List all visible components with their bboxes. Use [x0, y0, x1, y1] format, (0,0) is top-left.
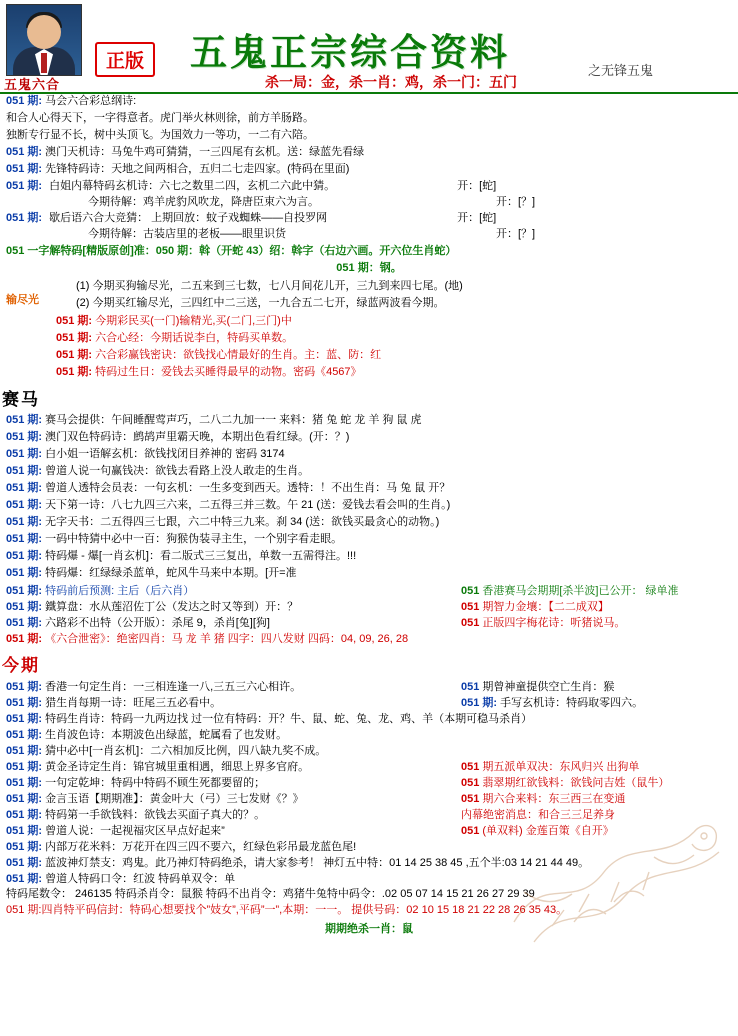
row-text: 翡翠期红欲钱料：欲钱问吉姓（鼠牛）	[482, 777, 670, 789]
list-item	[56, 364, 732, 380]
page-footer	[0, 886, 738, 936]
row-text: 独断专行显不长，树中头顶飞。为国效力一等功，一二有六陪。	[6, 129, 314, 141]
section-oneword	[0, 243, 738, 276]
qi-label: 051 期:	[6, 729, 43, 741]
row-text: 无字天书：二五得四三七跟，六二中特三九来。刹 34 (送：欲钱买最贪心的动物。)	[45, 516, 440, 528]
table-row	[6, 742, 732, 758]
qi-label: 051 期:	[6, 163, 43, 175]
row-text: 正版四字梅花诗：听猪说马。	[482, 617, 626, 629]
row-text: 内幕绝密消息：和合三三足养身	[461, 809, 615, 821]
list-item	[6, 565, 732, 581]
table-row	[6, 758, 732, 774]
qi-label: 051 期:	[6, 857, 43, 869]
list-item	[6, 412, 732, 428]
qi-label: 051	[461, 585, 480, 597]
table-row	[6, 210, 732, 226]
qi-label: 051 期:	[56, 315, 93, 327]
kai-result: 开：[？]	[496, 228, 536, 240]
list-item	[56, 330, 732, 346]
row-text: 猎生肖每期一诗：旺尾三五必看中。	[45, 697, 222, 709]
table-row	[6, 726, 732, 742]
table-row	[6, 774, 732, 790]
qi-label: 051 期:	[6, 745, 43, 757]
list-item	[6, 480, 732, 496]
qi-label: 051	[461, 601, 480, 613]
section-title-horse: 赛马	[2, 390, 40, 409]
list-item	[6, 93, 732, 109]
table-row	[6, 870, 732, 886]
table-row	[6, 598, 732, 614]
footer-line: 特码尾数令： 246135 特码杀肖令：鼠猴 特码不出肖令：鸡猪牛兔特中码令：.02 05 07 14 15 21 26 27 29 39	[6, 888, 535, 900]
kai-result: 开：[蛇]	[457, 180, 497, 192]
list-item	[56, 313, 732, 329]
list-item	[76, 295, 732, 311]
qi-label: 051 期:	[6, 825, 43, 837]
section-horse	[0, 412, 738, 581]
qi-label: 051 期:	[56, 332, 93, 344]
table-row	[6, 710, 732, 726]
qi-label: 051 期:	[6, 601, 43, 613]
section-red-tips	[0, 313, 738, 380]
qi-label: 051 期:	[6, 617, 43, 629]
qi-label: 051 期:	[6, 533, 43, 545]
row-text: 歇后语六合大竞猜： 上期回放：蚊子戏蜘蛛——自投罗网	[49, 212, 328, 224]
list-item	[6, 548, 732, 564]
qi-label: 051 期:	[6, 448, 43, 460]
row-text: 特码爆：红绿绿杀蓝单，蛇风牛马来中本期。[开=准	[45, 567, 297, 579]
row-text: 马会六合彩总纲诗:	[45, 95, 137, 107]
row-text: 曾道人特码口令：红波 特码单双令：单	[45, 873, 236, 885]
row-text: 今期待解：鸡羊虎豹风吹龙，降唐臣束六为言。	[88, 196, 319, 208]
row-text: 期曾神童提供空亡生肖：猴	[482, 681, 615, 693]
footer-last-line: 期期绝杀一肖：鼠	[325, 923, 413, 935]
row-text: 白姐内幕特码玄机诗：六七之数里二四，玄机二六此中猜。	[49, 180, 336, 192]
row-text: 期五派单双决：东风归兴 出狗单	[482, 761, 640, 773]
kai-result: 开：[？]	[496, 196, 536, 208]
row-text: 生肖波色诗：本期波色出绿蓝，蛇属看了也发财。	[45, 729, 288, 741]
qi-label: 051 期:	[6, 465, 43, 477]
row-text: 猜中必中[一肖玄机]：二六相加反比例，四八缺九奖不成。	[45, 745, 327, 757]
row-text: (1) 今期买狗输尽光，二五来到三七数，七八月间花儿开，三九到来四七尾。(地)	[76, 280, 463, 292]
table-row	[6, 822, 732, 838]
qi-label: 051 期:	[6, 212, 43, 224]
list-item	[6, 127, 732, 143]
qi-label: 051 期:	[6, 180, 43, 192]
qi-label: 051 期:	[6, 567, 43, 579]
qi-label: 051 期:	[6, 841, 43, 853]
qi-label: 051 期:	[6, 713, 43, 725]
qi-label: 051	[461, 793, 480, 805]
row-text: 今期彩民买(一门)输精光,买(二门,三门)中	[95, 315, 292, 327]
row-text: 六合彩赢钱密诀：欲钱找心情最好的生肖。主：蓝、防：红	[95, 349, 382, 361]
qi-label: 051	[461, 825, 480, 837]
row-text: 051 期：钢。	[336, 262, 402, 274]
list-item	[6, 161, 732, 177]
list-item	[6, 463, 732, 479]
header-divider	[0, 92, 738, 94]
row-text: 澳门天机诗：马兔牛鸡可猜猜，一三四尾有玄机。送：绿蓝先看绿	[45, 146, 365, 158]
qi-label: 051 期:	[6, 777, 43, 789]
row-text: (单双料) 金莲百策《自开》	[482, 825, 614, 837]
table-row	[6, 226, 732, 242]
list-item	[56, 347, 732, 363]
portrait-photo	[6, 4, 82, 76]
row-text: 鐵算盘：水从莲沼佐丁公（发达之时又等到）开：？	[45, 601, 299, 613]
table-row	[6, 790, 732, 806]
section-title-current: 今期	[2, 656, 40, 675]
list-item	[6, 497, 732, 513]
qi-label: 051 期:	[461, 697, 498, 709]
row-text: 特码生肖诗：特码一九两边找 过一位有特码：开？牛、鼠、蛇、兔、龙、鸡、羊（本期可稳马杀肖）	[45, 713, 533, 725]
qi-label: 051 期:	[56, 349, 93, 361]
zhengban-badge: 正版	[95, 42, 155, 77]
qi-label: 051 期:	[6, 697, 43, 709]
qi-label: 051 期:	[6, 146, 43, 158]
qi-label: 051 期:	[6, 633, 43, 645]
page-header	[0, 0, 738, 92]
qi-label: 051 期:	[6, 499, 43, 511]
qi-label: 051	[461, 761, 480, 773]
list-item	[6, 144, 732, 160]
qi-label: 051 期:	[6, 873, 43, 885]
row-text: (2) 今期买红输尽光，三四红中二三送，一九合五二七开，绿蓝两波看今期。	[76, 297, 445, 309]
qi-label: 051 期:	[6, 95, 43, 107]
row-text: 和合人心得天下，一字得意者。虎门举火林则徐，前方羊肠路。	[6, 112, 314, 124]
row-text: 特码第一手欲钱料：欲钱去买面子真大的？。	[45, 809, 266, 821]
row-text: 天下第一诗：八七九四三六来，二五得三并三数。午 21 (送：爱钱去看会叫的生肖。)	[45, 499, 451, 511]
row-text: 曾道人透特会员表：一句玄机：一生多变到西天。透特：！不出生肖：马 兔 鼠 开？	[45, 482, 451, 494]
oneword-line	[6, 243, 732, 259]
qi-label: 051 期:	[6, 585, 43, 597]
section-two-col	[0, 582, 738, 646]
row-text: 特码过生日：爱钱去买睡得最早的动物。密码《4567》	[95, 366, 362, 378]
qi-label: 051	[461, 777, 480, 789]
list-item	[76, 278, 732, 294]
footer-line: 051 期:四肖特平码信封：特码心想要找个”妓女”,平码”一”,本期：一一。 提供号码：02 10 15 18 21 22 28 26 35 43。	[6, 904, 568, 916]
oneword-answer	[6, 260, 732, 276]
section-current	[0, 678, 738, 886]
header-red-line: 杀一局：金，杀一肖：鸡，杀一门：五门	[265, 76, 517, 91]
row-text: 一句定乾坤：特码中特码不顾生死都要留的；	[45, 777, 266, 789]
qi-label: 051 期:	[6, 414, 43, 426]
table-row	[6, 854, 732, 870]
row-text: 一码中特猜中必中一百：狗猴伪装寻主生，一个别字看走眼。	[45, 533, 343, 545]
table-row	[6, 838, 732, 854]
table-row	[6, 630, 732, 646]
qi-label: 051 期:	[6, 516, 43, 528]
row-text: 六合心经：今期话说李白，特码买单数。	[95, 332, 294, 344]
list-item	[6, 446, 732, 462]
qi-label: 051 期:	[6, 482, 43, 494]
brand-text: 五鬼六合	[4, 77, 61, 92]
kai-result: 开：[蛇]	[457, 212, 497, 224]
qi-label: 051	[461, 617, 480, 629]
row-text: 内部万花米料：万花开在四三四不要六，红绿色彩吊最龙蓝色尾!	[45, 841, 357, 853]
row-text: 期六合来料：东三西三在变通	[482, 793, 626, 805]
row-text: 曾道人说：一起视福灾区早点好起来”	[45, 825, 225, 837]
section-kai	[0, 178, 738, 242]
row-text: 今期待解：古装店里的老板——眼里识货	[88, 228, 286, 240]
row-text: 特码爆 - 爆[一肖玄机]：看二版式三三复出，单数一五需得注。!!!	[45, 550, 357, 562]
row-text: 赛马会提供：午间睡醒莺声巧，二八二九加一一 来料：猪 兔 蛇 龙 羊 狗 鼠 虎	[45, 414, 422, 426]
qi-label: 051 期:	[6, 431, 43, 443]
row-text: 曾道人说一句赢钱决：欲钱去看路上没人敢走的生肖。	[45, 465, 310, 477]
table-row	[6, 194, 732, 210]
qi-label: 051 期:	[6, 793, 43, 805]
list-item	[6, 514, 732, 530]
header-right-note: 之无锋五鬼	[588, 63, 654, 78]
table-row	[6, 806, 732, 822]
qi-label: 051 期:	[6, 681, 43, 693]
qi-label: 051	[461, 681, 480, 693]
list-item	[6, 110, 732, 126]
row-text: 白小姐一语解玄机：欲钱找闭目养神的 密码 3174	[45, 448, 285, 460]
row-text: 六路彩不出特（公开版）：杀尾 9，杀肖[兔][狗]	[45, 617, 270, 629]
table-row	[6, 178, 732, 194]
table-row	[6, 614, 732, 630]
row-text: 期智力金壤：【二二成双】	[482, 601, 609, 613]
row-text: 黄金圣诗定生肖：锦官城里重相遇，细思上界多官府。	[45, 761, 310, 773]
section-shujinguang	[0, 277, 738, 312]
table-row	[6, 582, 732, 598]
row-text: 蓝波神灯禁支：鸡鬼。此乃神灯特码绝杀，请大家参考！ 神灯五中特：01 14 25 38 45 ,五个半:03 14 21 44 49。	[45, 857, 590, 869]
row-text: 《六合泄密》：绝密四肖：马 龙 羊 猪 四字：四八发财 四码：04, 09, 26, 28	[45, 633, 409, 645]
row-text: 051 一字解特码[精版原创]准：050 期：斡（开蛇 43）绍：斡字（右边六画。开六位生肖蛇）	[6, 245, 457, 257]
row-text: 手写玄机诗：特码取零四六。	[500, 697, 644, 709]
row-text: 香港一句定生肖：一三相连逢一八,三五三六心相许。	[45, 681, 302, 693]
row-text: 特码前后预测: 主后（后六肖）	[45, 585, 195, 597]
qi-label: 051 期:	[6, 550, 43, 562]
table-row	[6, 678, 732, 694]
shujinguang-label: 输尽光	[6, 294, 39, 306]
table-row	[6, 694, 732, 710]
page-title: 五鬼正宗综合资料	[190, 33, 510, 74]
row-text: 香港赛马会期期[杀半波]已公开： 绿单准	[482, 585, 679, 597]
row-text: 先锋特码诗：天地之间两相合，五归二七走四家。(特码在里面)	[45, 163, 350, 175]
row-text: 金言玉语【期期准】：黄金叶大（弓）三七发财《？》	[45, 793, 304, 805]
qi-label: 051 期:	[56, 366, 93, 378]
list-item	[6, 429, 732, 445]
row-text: 澳门双色特码诗：鹧鸪声里霸天晚，本期出色看红绿。(开：？)	[45, 431, 350, 443]
qi-label: 051 期:	[6, 809, 43, 821]
list-item	[6, 531, 732, 547]
section-intro	[0, 93, 738, 177]
qi-label: 051 期:	[6, 761, 43, 773]
